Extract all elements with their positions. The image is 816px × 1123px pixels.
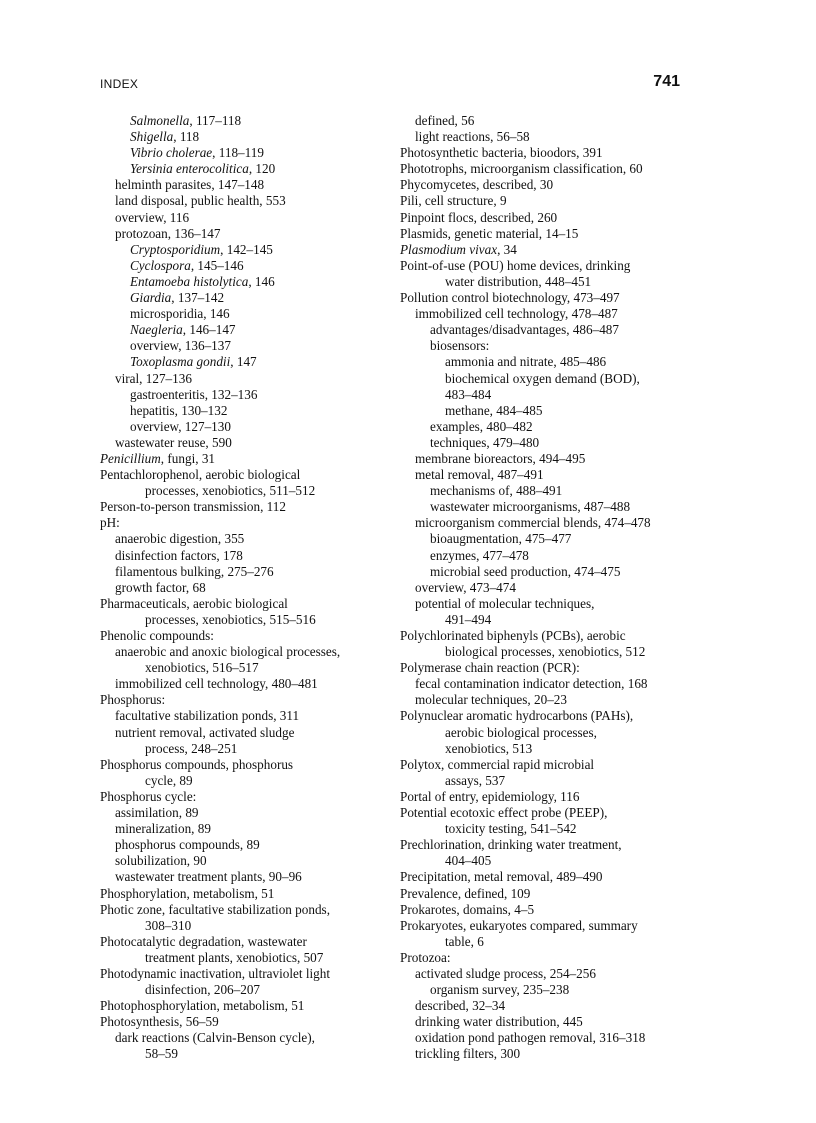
index-entry xyxy=(100,177,375,193)
index-entry-text: Phycomycetes, described, 30 xyxy=(400,177,554,193)
index-entry-text: facultative stabilization ponds, 311 xyxy=(115,708,300,724)
index-entry xyxy=(100,258,375,274)
index-entry-text: 491–494 xyxy=(445,611,492,627)
index-entry xyxy=(400,966,690,982)
index-entry-text: mineralization, 89 xyxy=(115,821,211,837)
index-entry xyxy=(400,210,690,226)
index-entry xyxy=(400,499,690,515)
index-entry-text: biochemical oxygen demand (BOD), xyxy=(445,370,640,386)
index-entry-text: 483–484 xyxy=(445,386,492,402)
index-entry xyxy=(400,1030,690,1046)
index-entry xyxy=(400,692,690,708)
index-entry-text: water distribution, 448–451 xyxy=(445,273,592,289)
index-entry xyxy=(100,338,375,354)
index-entry xyxy=(100,1046,375,1062)
index-entry-italic-term: Naegleria xyxy=(130,322,183,338)
index-entry-italic-term: Cyclospora xyxy=(130,257,191,273)
index-entry-text: Phenolic compounds: xyxy=(100,628,214,643)
index-entry-text: Polytox, commercial rapid microbial xyxy=(400,756,595,772)
index-entry-text: disinfection, 206–207 xyxy=(145,982,261,998)
index-entry-text: growth factor, 68 xyxy=(115,579,206,595)
index-entry-text: table, 6 xyxy=(445,933,484,949)
index-entry-text: Phototrophs, microorganism classification, 60 xyxy=(400,161,643,177)
index-entry-text: Pollution control biotechnology, 473–497 xyxy=(400,290,620,306)
index-entry xyxy=(400,757,690,773)
running-header-section: INDEX xyxy=(100,77,139,91)
index-entry-italic-term: Salmonella xyxy=(130,113,190,128)
index-entry-text: methane, 484–485 xyxy=(445,402,543,418)
index-entry xyxy=(100,773,375,789)
index-entry xyxy=(400,419,690,435)
index-entry-text: overview, 473–474 xyxy=(415,579,516,595)
index-entry-text: Polychlorinated biphenyls (PCBs), aerobic xyxy=(400,628,626,643)
index-entry-text: phosphorus compounds, 89 xyxy=(115,837,260,853)
index-entry xyxy=(100,966,375,982)
index-entry-text: microsporidia, 146 xyxy=(130,306,230,322)
index-entry-text: Photosynthetic bacteria, bioodors, 391 xyxy=(400,145,603,161)
index-entry-italic-term: Toxoplasma gondii xyxy=(130,354,231,370)
index-entry-text: 58–59 xyxy=(145,1046,178,1062)
index-entry-text: protozoan, 136–147 xyxy=(115,225,221,241)
index-entry-text: overview, 116 xyxy=(115,209,190,225)
index-entry xyxy=(400,1014,690,1030)
index-entry-italic-term: Entamoeba histolytica xyxy=(130,273,249,289)
index-entry-text: filamentous bulking, 275–276 xyxy=(115,563,274,579)
index-entry-text: trickling filters, 300 xyxy=(415,1046,521,1062)
index-entry xyxy=(100,869,375,885)
index-entry-text: biosensors: xyxy=(430,338,490,354)
index-entry-text: helminth parasites, 147–148 xyxy=(115,177,265,193)
index-entry xyxy=(400,226,690,242)
index-entry xyxy=(400,435,690,451)
index-entry xyxy=(100,741,375,757)
index-entry-text: Protozoa: xyxy=(400,949,451,965)
index-entry xyxy=(100,837,375,853)
index-entry-text: Prokarotes, domains, 4–5 xyxy=(400,901,535,917)
index-entry-text: toxicity testing, 541–542 xyxy=(445,821,577,837)
index-entry xyxy=(400,129,690,145)
index-entry xyxy=(100,708,375,724)
index-entry-text: anaerobic and anoxic biological processes, xyxy=(115,644,341,660)
index-entry xyxy=(400,258,690,274)
index-entry xyxy=(400,596,690,612)
index-entry-text: light reactions, 56–58 xyxy=(415,129,530,145)
index-entry-text: hepatitis, 130–132 xyxy=(130,402,228,418)
index-entry-text: potential of molecular techniques, xyxy=(415,595,595,611)
index-entry xyxy=(100,483,375,499)
index-entry-italic-term: Shigella xyxy=(130,129,174,145)
index-entry xyxy=(100,805,375,821)
index-entry xyxy=(400,934,690,950)
index-entry xyxy=(100,628,375,644)
index-entry xyxy=(100,274,375,290)
index-entry-text: assays, 537 xyxy=(445,772,506,788)
index-entry-text: xenobiotics, 516–517 xyxy=(145,660,259,676)
index-entry-text: Prokaryotes, eukaryotes compared, summary xyxy=(400,917,638,933)
index-entry-text: , 145–146 xyxy=(190,257,244,273)
index-column-right xyxy=(400,113,690,1063)
index-entry xyxy=(100,692,375,708)
index-entry-text: Pharmaceuticals, aerobic biological xyxy=(100,595,288,611)
index-entry-text: process, 248–251 xyxy=(145,740,238,756)
index-entry-text: Polymerase chain reaction (PCR): xyxy=(400,660,580,676)
index-entry-text: solubilization, 90 xyxy=(115,853,207,869)
index-entry xyxy=(400,805,690,821)
index-entry-text: dark reactions (Calvin-Benson cycle), xyxy=(115,1030,315,1046)
index-entry-text: , 137–142 xyxy=(171,290,225,306)
index-entry xyxy=(400,467,690,483)
index-entry-text: pH: xyxy=(100,515,120,531)
index-entry-text: gastroenteritis, 132–136 xyxy=(130,386,258,402)
index-entry-text: Precipitation, metal removal, 489–490 xyxy=(400,869,603,885)
index-entry xyxy=(100,580,375,596)
index-entry-text: overview, 136–137 xyxy=(130,338,231,354)
index-entry-text: Polynuclear aromatic hydrocarbons (PAHs), xyxy=(400,708,634,724)
index-entry xyxy=(400,322,690,338)
index-entry xyxy=(100,982,375,998)
index-entry-text: Potential ecotoxic effect probe (PEEP), xyxy=(400,805,608,821)
index-entry xyxy=(400,145,690,161)
index-entry-italic-term: Cryptosporidium xyxy=(130,241,221,257)
index-entry-text: ammonia and nitrate, 485–486 xyxy=(445,354,607,370)
index-entry xyxy=(100,129,375,145)
index-entry-text: assimilation, 89 xyxy=(115,805,199,821)
index-entry-text: overview, 127–130 xyxy=(130,418,231,434)
index-entry-text: microbial seed production, 474–475 xyxy=(430,563,621,579)
index-entry xyxy=(400,113,690,129)
index-entry-text: 404–405 xyxy=(445,853,492,869)
index-entry xyxy=(400,950,690,966)
index-entry xyxy=(400,644,690,660)
index-entry xyxy=(400,612,690,628)
index-entry-text: Photic zone, facultative stabilization ponds, xyxy=(100,901,330,917)
index-entry xyxy=(100,644,375,660)
index-entry-text: Photophosphorylation, metabolism, 51 xyxy=(100,998,305,1014)
index-entry-text: disinfection factors, 178 xyxy=(115,547,243,563)
index-entry xyxy=(400,242,690,258)
index-entry-text: processes, xenobiotics, 511–512 xyxy=(145,483,316,499)
index-entry xyxy=(400,564,690,580)
index-entry-text: wastewater treatment plants, 90–96 xyxy=(115,869,302,885)
index-entry xyxy=(100,918,375,934)
index-entry xyxy=(400,177,690,193)
index-entry xyxy=(400,531,690,547)
index-entry xyxy=(100,725,375,741)
index-entry-text: examples, 480–482 xyxy=(430,418,533,434)
index-entry xyxy=(400,789,690,805)
index-entry xyxy=(400,853,690,869)
index-entry-text: membrane bioreactors, 494–495 xyxy=(415,450,586,466)
index-entry xyxy=(100,902,375,918)
index-entry xyxy=(400,628,690,644)
index-entry-text: defined, 56 xyxy=(415,113,475,128)
index-entry xyxy=(100,306,375,322)
index-entry xyxy=(400,869,690,885)
index-entry xyxy=(400,725,690,741)
index-entry-text: Portal of entry, epidemiology, 116 xyxy=(400,788,580,804)
index-entry-text: immobilized cell technology, 480–481 xyxy=(115,676,318,692)
index-entry-text: molecular techniques, 20–23 xyxy=(415,692,567,708)
index-entry xyxy=(100,886,375,902)
index-entry-text: techniques, 479–480 xyxy=(430,434,540,450)
index-entry-text: oxidation pond pathogen removal, 316–318 xyxy=(415,1030,646,1046)
index-entry xyxy=(400,660,690,676)
index-entry-text: Plasmids, genetic material, 14–15 xyxy=(400,225,579,241)
index-entry-text: , 118 xyxy=(173,129,200,145)
index-entry xyxy=(400,274,690,290)
index-entry xyxy=(100,821,375,837)
index-entry-text: aerobic biological processes, xyxy=(445,724,597,740)
index-entry xyxy=(400,982,690,998)
index-entry xyxy=(100,145,375,161)
index-entry xyxy=(100,451,375,467)
index-entry-text: Pili, cell structure, 9 xyxy=(400,193,507,209)
index-entry xyxy=(400,821,690,837)
index-entry xyxy=(100,419,375,435)
index-entry xyxy=(100,596,375,612)
index-entry-text: immobilized cell technology, 478–487 xyxy=(415,306,618,322)
index-column-left xyxy=(100,113,375,1063)
index-entry-text: anaerobic digestion, 355 xyxy=(115,531,245,547)
index-entry-text: wastewater reuse, 590 xyxy=(115,434,232,450)
index-entry xyxy=(400,387,690,403)
index-entry-text: , 146–147 xyxy=(182,322,236,338)
index-entry-italic-term: Penicillium xyxy=(100,450,161,466)
index-entry-text: xenobiotics, 513 xyxy=(445,740,533,756)
index-entry xyxy=(100,354,375,370)
index-entry-italic-term: Vibrio cholerae xyxy=(130,145,213,161)
index-entry xyxy=(100,387,375,403)
index-entry xyxy=(400,371,690,387)
index-entry-text: , fungi, 31 xyxy=(160,450,216,466)
index-entry xyxy=(400,515,690,531)
index-entry-text: , 118–119 xyxy=(212,145,264,161)
index-entry xyxy=(400,1046,690,1062)
index-entry-text: drinking water distribution, 445 xyxy=(415,1014,583,1030)
index-entry-text: Photosynthesis, 56–59 xyxy=(100,1014,219,1030)
index-entry-text: wastewater microorganisms, 487–488 xyxy=(430,499,631,515)
index-entry xyxy=(400,837,690,853)
index-entry-text: enzymes, 477–478 xyxy=(430,547,529,563)
index-entry-text: Phosphorus: xyxy=(100,692,166,708)
index-entry xyxy=(400,193,690,209)
index-entry xyxy=(100,242,375,258)
index-entry xyxy=(100,515,375,531)
index-entry-text: Phosphorus compounds, phosphorus xyxy=(100,756,294,772)
index-entry-text: Photocatalytic degradation, wastewater xyxy=(100,933,307,949)
index-entry-text: Point-of-use (POU) home devices, drinking xyxy=(400,257,631,273)
index-entry xyxy=(400,483,690,499)
index-entry xyxy=(400,354,690,370)
index-entry-italic-term: Yersinia enterocolitica xyxy=(130,161,249,177)
index-entry-text: nutrient removal, activated sludge xyxy=(115,724,295,740)
index-entry xyxy=(100,548,375,564)
index-entry-text: Prevalence, defined, 109 xyxy=(400,885,531,901)
index-entry-text: biological processes, xenobiotics, 512 xyxy=(445,644,646,660)
index-entry xyxy=(100,950,375,966)
index-entry-text: processes, xenobiotics, 515–516 xyxy=(145,611,316,627)
index-entry xyxy=(400,548,690,564)
index-entry xyxy=(400,338,690,354)
index-entry xyxy=(100,499,375,515)
index-entry xyxy=(100,467,375,483)
index-entry xyxy=(100,210,375,226)
index-entry-text: treatment plants, xenobiotics, 507 xyxy=(145,949,324,965)
index-entry-text: metal removal, 487–491 xyxy=(415,467,544,483)
index-entry xyxy=(100,161,375,177)
index-entry xyxy=(400,902,690,918)
index-entry xyxy=(100,290,375,306)
index-entry-text: cycle, 89 xyxy=(145,772,193,788)
index-entry xyxy=(100,676,375,692)
index-entry xyxy=(400,161,690,177)
index-entry-text: Pinpoint flocs, described, 260 xyxy=(400,209,558,225)
index-entry-text: land disposal, public health, 553 xyxy=(115,193,286,209)
index-entry-text: , 120 xyxy=(248,161,276,177)
index-entry xyxy=(100,113,375,129)
index-entry xyxy=(100,1014,375,1030)
index-entry xyxy=(100,853,375,869)
index-entry-text: Photodynamic inactivation, ultraviolet light xyxy=(100,965,331,981)
index-entry-text: Person-to-person transmission, 112 xyxy=(100,499,286,515)
index-entry-italic-term: Giardia xyxy=(130,290,172,306)
index-entry-text: organism survey, 235–238 xyxy=(430,982,570,998)
index-entry xyxy=(100,1030,375,1046)
index-entry-text: , 142–145 xyxy=(220,241,273,257)
index-entry xyxy=(400,451,690,467)
index-entry xyxy=(400,741,690,757)
index-entry xyxy=(100,998,375,1014)
index-entry xyxy=(400,708,690,724)
index-entry-text: Phosphorylation, metabolism, 51 xyxy=(100,885,275,901)
index-entry xyxy=(100,226,375,242)
index-entry xyxy=(100,934,375,950)
index-entry xyxy=(100,789,375,805)
index-entry xyxy=(100,757,375,773)
index-entry xyxy=(400,290,690,306)
index-entry xyxy=(400,998,690,1014)
index-entry xyxy=(100,435,375,451)
index-entry-text: , 146 xyxy=(248,273,275,289)
index-entry xyxy=(400,403,690,419)
index-entry xyxy=(400,306,690,322)
index-entry-text: mechanisms of, 488–491 xyxy=(430,483,563,499)
index-entry-text: , 117–118 xyxy=(189,113,242,128)
index-entry-text: activated sludge process, 254–256 xyxy=(415,965,596,981)
index-entry xyxy=(100,322,375,338)
index-entry-text: Prechlorination, drinking water treatment, xyxy=(400,837,622,853)
index-entry xyxy=(400,773,690,789)
index-entry-text: , 147 xyxy=(230,354,257,370)
index-entry-text: microorganism commercial blends, 474–478 xyxy=(415,515,651,531)
index-entry xyxy=(100,531,375,547)
index-entry-text: bioaugmentation, 475–477 xyxy=(430,531,572,547)
index-entry-italic-term: Plasmodium vivax xyxy=(400,241,498,257)
index-entry-text: fecal contamination indicator detection, 168 xyxy=(415,676,648,692)
index-entry-text: described, 32–34 xyxy=(415,998,506,1014)
page-number: 741 xyxy=(653,73,680,90)
index-entry xyxy=(100,564,375,580)
index-entry xyxy=(100,403,375,419)
index-entry xyxy=(400,676,690,692)
index-entry-text: 308–310 xyxy=(145,917,192,933)
index-entry-text: Phosphorus cycle: xyxy=(100,788,197,804)
index-entry-text: viral, 127–136 xyxy=(115,370,192,386)
index-entry-text: Pentachlorophenol, aerobic biological xyxy=(100,467,301,483)
index-entry xyxy=(400,580,690,596)
index-entry xyxy=(100,660,375,676)
index-entry xyxy=(400,886,690,902)
index-entry xyxy=(100,371,375,387)
index-entry xyxy=(400,918,690,934)
index-entry-text: advantages/disadvantages, 486–487 xyxy=(430,322,619,338)
index-entry xyxy=(100,193,375,209)
index-entry-text: , 34 xyxy=(497,241,517,257)
index-entry xyxy=(100,612,375,628)
